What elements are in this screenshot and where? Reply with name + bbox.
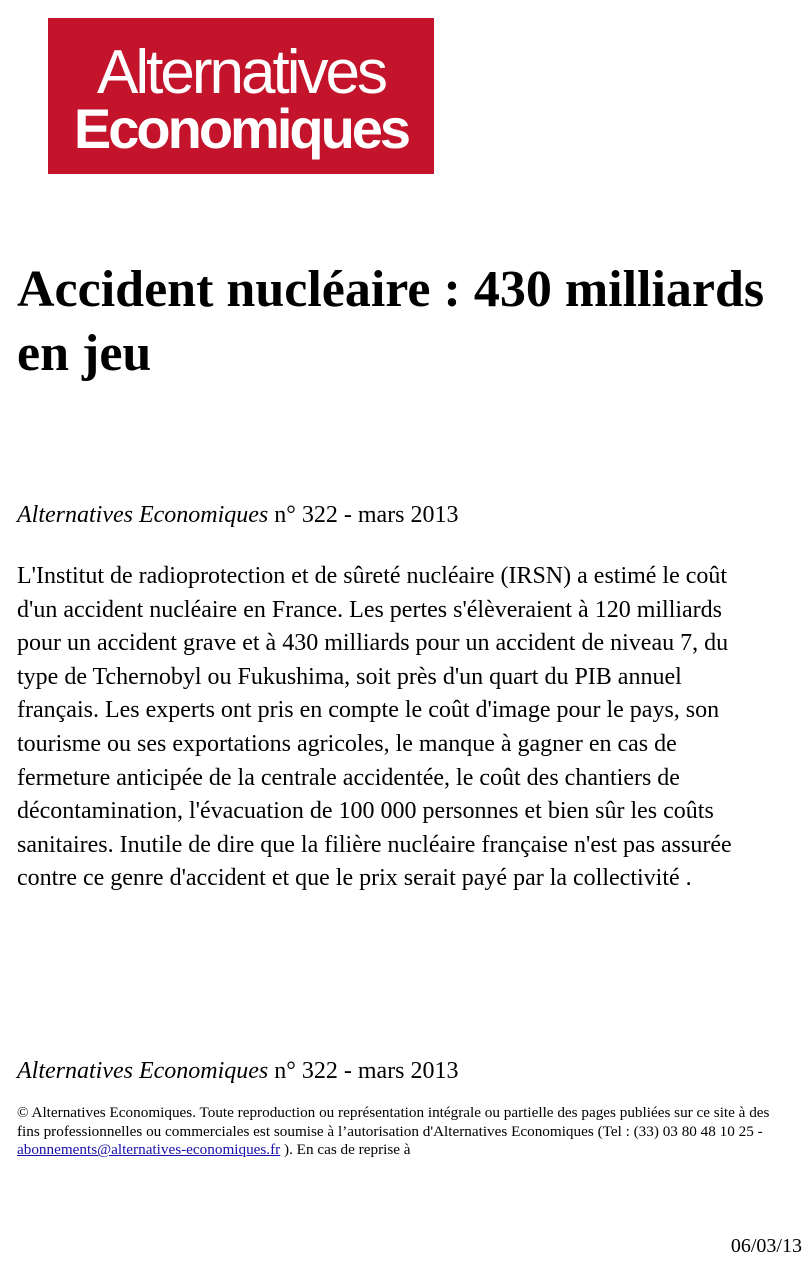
publication-name: Alternatives Economiques	[17, 502, 269, 528]
footer-publication-name: Alternatives Economiques	[17, 1058, 269, 1084]
logo-line-economiques: Economiques	[73, 97, 409, 160]
print-date: 06/03/13	[730, 1235, 802, 1257]
footer-issue-details: n° 322 - mars 2013	[268, 1058, 459, 1084]
article-body: L'Institut de radioprotection et de sûreté nucléaire (IRSN) a estimé le coût d'un accident nucléaire en France. Les pertes s'élèveraient à 120 milliards pour un accident grave et à 430 milliards pour un accident de niveau 7, du type de Tchernobyl ou Fukushima, soit près d'un quart du PIB annuel français. Les experts ont pris en compte le coût d'image pour le pays, son tourisme ou ses exportations agricoles, le manque à gagner en cas de fermeture anticipée de la centrale accidentée, le coût des chantiers de décontamination, l'évacuation de 100 000 personnes et bien sûr les coûts sanitaires. Inutile de dire que la filière nucléaire française n'est pas assurée contre ce genre d'accident et que le prix serait payé par la collectivité .	[17, 563, 732, 892]
issue-details: n° 322 - mars 2013	[268, 502, 459, 528]
copyright-text-end: ). En cas de reprise à	[280, 1141, 411, 1159]
subscription-email-link[interactable]: abonnements@alternatives-economiques.fr	[17, 1141, 281, 1159]
copyright-notice	[17, 1104, 777, 1160]
issue-reference	[17, 500, 459, 530]
article-title: Accident nucléaire : 430 milliards en jeu	[17, 261, 765, 382]
footer-issue-reference	[17, 1056, 459, 1086]
copyright-text: © Alternatives Economiques. Toute reproduction ou représentation intégrale ou partielle des pages publiées sur ce site à des fins professionnelles ou commerciales est soumise à l’autorisation d'Alternatives Economiques (Tel : (33) 03 80 48 10 25 -	[17, 1104, 770, 1140]
logo-line-alternatives: Alternatives	[97, 38, 385, 107]
publication-logo	[48, 18, 434, 174]
